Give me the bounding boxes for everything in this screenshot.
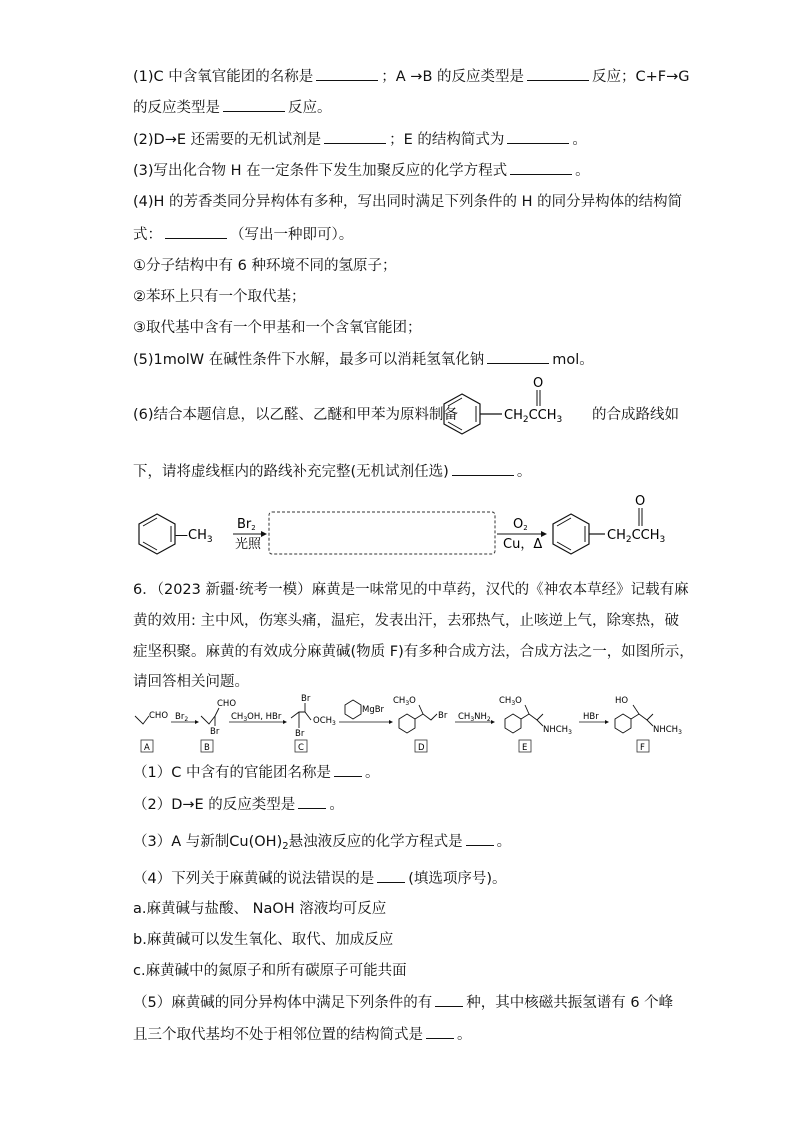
arrow-head xyxy=(605,720,609,724)
bond xyxy=(215,708,219,716)
benzene-ring xyxy=(399,714,415,733)
arrow-head xyxy=(491,720,495,724)
text: (填选项序号)。 xyxy=(408,871,507,887)
bond xyxy=(419,705,423,714)
product-chain-label: $CH_2CCH_3$ xyxy=(607,528,666,545)
answer-blank[interactable] xyxy=(316,66,378,81)
compound-label-f: F xyxy=(640,743,645,753)
text: （写出一种即可）。 xyxy=(230,227,354,243)
skeleton-b xyxy=(201,716,215,724)
formula-cu: Cu xyxy=(229,834,249,850)
text: 的合成路线如 xyxy=(592,407,679,423)
q5-part1 xyxy=(133,66,690,87)
q5-part6 xyxy=(133,405,458,425)
compound-label-a: A xyxy=(144,743,150,753)
text: 。 xyxy=(364,765,380,781)
methyl-label: $—CH_3$ xyxy=(175,528,213,545)
text: (5)1molW 在碱性条件下水解，最多可以消耗氢氧化钠 xyxy=(133,352,485,368)
q6-part4 xyxy=(133,868,507,889)
bond xyxy=(525,705,529,714)
answer-blank[interactable] xyxy=(165,224,227,239)
nhch3-label: $NHCH_3$ xyxy=(543,725,572,736)
text: 。 xyxy=(575,163,590,179)
reagent-hbr: HBr xyxy=(583,712,599,722)
q5-part4 xyxy=(133,192,682,212)
text: 的反应类型是 xyxy=(133,100,220,116)
condition-2: ②苯环上只有一个取代基； xyxy=(133,289,306,305)
skeleton-c xyxy=(291,712,311,720)
text: (3)写出化合物 H 在一定条件下发生加聚反应的化学方程式 xyxy=(133,163,508,179)
text: 。 xyxy=(496,834,512,850)
synthesis-route-diagram xyxy=(133,492,678,562)
target-molecule-structure xyxy=(436,376,614,440)
arrow-head xyxy=(389,720,393,724)
dashed-answer-box[interactable] xyxy=(269,512,495,554)
q5-part5 xyxy=(133,349,594,370)
answer-blank[interactable] xyxy=(377,868,405,883)
answer-blank[interactable] xyxy=(466,831,494,846)
q6-stem-line2: 黄的效用: 主中风，伤寒头痛，温疟，发表出汗，去邪热气，止咳逆上气，除寒热，破 xyxy=(133,613,679,629)
br-label: Br xyxy=(301,694,311,704)
reagent-br2: $Br_2$ xyxy=(175,712,189,723)
text: （3）A 与新制 xyxy=(133,834,230,850)
side-chain xyxy=(631,714,653,720)
double-bond xyxy=(143,542,157,550)
br-label: Br xyxy=(210,727,220,737)
double-bond xyxy=(448,422,462,430)
benzene-ring xyxy=(345,700,361,719)
text: （4）下列关于麻黄碱的说法错误的是 xyxy=(133,871,375,887)
answer-blank[interactable] xyxy=(324,129,386,144)
text: 。 xyxy=(457,1027,472,1043)
nhch3-label: $NHCH_3$ xyxy=(653,725,682,736)
text: （5）麻黄碱的同分异构体中满足下列条件的有 xyxy=(133,995,433,1011)
arrow-head xyxy=(283,720,287,724)
cho-label: CHO xyxy=(149,711,169,721)
side-chain xyxy=(415,714,437,720)
arrow-head xyxy=(195,720,199,724)
answer-blank[interactable] xyxy=(223,97,285,112)
compound-label-d: D xyxy=(418,743,425,753)
q6-stem-line1: 6．（2023 新疆·统考一模）麻黄是一味常见的中草药，汉代的《神农本草经》记载有麻 xyxy=(133,582,689,598)
ephedrine-synthesis-scheme xyxy=(133,692,693,756)
q6-part1 xyxy=(133,762,379,783)
benzene-ring xyxy=(505,714,521,733)
condition-1: ①分子结构中有 6 种环境不同的氢原子； xyxy=(133,258,397,274)
double-bond xyxy=(557,542,571,550)
cho-label: CHO xyxy=(217,699,237,709)
side-chain xyxy=(521,714,543,720)
text: (1)C 中含氧官能团的名称是 xyxy=(133,69,314,85)
answer-blank[interactable] xyxy=(435,992,463,1007)
formula-subscript: 2 xyxy=(282,841,289,852)
text: 种，其中核磁共振氢谱有 6 个峰 xyxy=(466,995,674,1011)
reagent-methanol-hbr: $CH_3OH$, HBr xyxy=(231,712,282,723)
bond xyxy=(633,705,639,714)
q5-part2 xyxy=(133,129,587,150)
text: 。 xyxy=(572,132,587,148)
ch2-label: $CH_2CCH_3$ xyxy=(504,408,563,425)
q6-part2 xyxy=(133,794,344,815)
answer-blank[interactable] xyxy=(527,66,589,81)
q5-part4-cont xyxy=(133,224,353,245)
answer-blank[interactable] xyxy=(334,762,362,777)
och3-label: $OCH_3$ xyxy=(313,716,336,727)
answer-blank[interactable] xyxy=(452,461,514,476)
text: 下，请将虚线框内的路线补充完整(无机试剂任选) xyxy=(133,464,449,480)
q6-part5-cont xyxy=(133,1024,472,1045)
ch3o-label: $CH_3O$ xyxy=(499,696,522,707)
text: （1）C 中含有的官能团名称是 xyxy=(133,765,331,781)
condition-light: 光照 xyxy=(235,537,262,552)
reagent-br2: Br2 xyxy=(237,517,256,532)
benzene-ring xyxy=(615,714,631,733)
q6-option-c: c.麻黄碱中的氮原子和所有碳原子可能共面 xyxy=(133,963,407,979)
ch3o-label: $CH_3O$ xyxy=(393,696,416,707)
text: 反应。 xyxy=(288,100,332,116)
text: 。 xyxy=(516,464,532,480)
text: mol。 xyxy=(552,352,594,368)
text: (6)结合本题信息，以乙醛、乙醚和甲苯为原料制备 xyxy=(133,407,459,423)
text: 式： xyxy=(133,227,162,243)
condition-cu-heat: Cu，Δ xyxy=(503,537,543,552)
q6-stem-line3: 症坚积聚。麻黄的有效成分麻黄碱(物质 F)有多种合成方法，合成方法之一，如图所示， xyxy=(133,644,694,660)
answer-blank[interactable] xyxy=(426,1024,454,1039)
benzene-ring xyxy=(444,394,480,434)
q5-part6-cont xyxy=(133,461,531,482)
compound-label-c: C xyxy=(298,743,304,753)
formula-oh: (OH) xyxy=(248,834,283,850)
compound-label-e: E xyxy=(522,743,528,753)
benzene-ring xyxy=(553,514,589,554)
br-label: Br xyxy=(438,711,448,721)
arrow-head xyxy=(261,531,267,537)
text: (2)D→E 还需要的无机试剂是 xyxy=(133,132,322,148)
q6-part5 xyxy=(133,992,673,1013)
q5-part6-tail xyxy=(592,405,679,425)
text: 反应；C+F→G xyxy=(592,69,690,85)
oxygen-label: O xyxy=(635,494,646,509)
answer-blank[interactable] xyxy=(298,794,326,809)
reagent-methylamine: $CH_3NH_2$ xyxy=(458,712,491,723)
double-bond xyxy=(448,398,462,406)
text: （2）D→E 的反应类型是 xyxy=(133,797,296,813)
answer-blank[interactable] xyxy=(510,160,572,175)
text: 。 xyxy=(329,797,344,813)
mgbr-label: MgBr xyxy=(362,705,385,715)
q5-part1-cont xyxy=(133,97,332,118)
q6-option-a: a.麻黄碱与盐酸、 NaOH 溶液均可反应 xyxy=(133,901,387,917)
q6-stem-line4: 请回答相关问题。 xyxy=(133,674,249,690)
q6-option-b: b.麻黄碱可以发生氧化、取代、加成反应 xyxy=(133,932,394,948)
oxygen-label: O xyxy=(533,376,544,391)
text: (4)H 的芳香类同分异构体有多种，写出同时满足下列条件的 H 的同分异构体的结构简 xyxy=(133,194,683,210)
text: 且三个取代基均不处于相邻位置的结构简式是 xyxy=(133,1027,423,1043)
q5-part3 xyxy=(133,160,590,181)
q6-part3 xyxy=(133,831,511,857)
double-bond xyxy=(557,518,571,526)
double-bond xyxy=(143,518,157,526)
compound-label-b: B xyxy=(204,743,210,753)
reagent-o2: O2 xyxy=(513,517,528,532)
benzene-ring xyxy=(139,514,175,554)
text: 悬浊液反应的化学方程式是 xyxy=(288,834,463,850)
text: ；E 的结构简式为 xyxy=(389,132,505,148)
text: ；A →B 的反应类型是 xyxy=(381,69,525,85)
br-label: Br xyxy=(295,729,305,739)
condition-3: ③取代基中含有一个甲基和一个含氧官能团； xyxy=(133,320,422,336)
answer-blank[interactable] xyxy=(487,349,549,364)
skeleton-a xyxy=(135,716,149,724)
ho-label: HO xyxy=(615,696,629,706)
answer-blank[interactable] xyxy=(507,129,569,144)
